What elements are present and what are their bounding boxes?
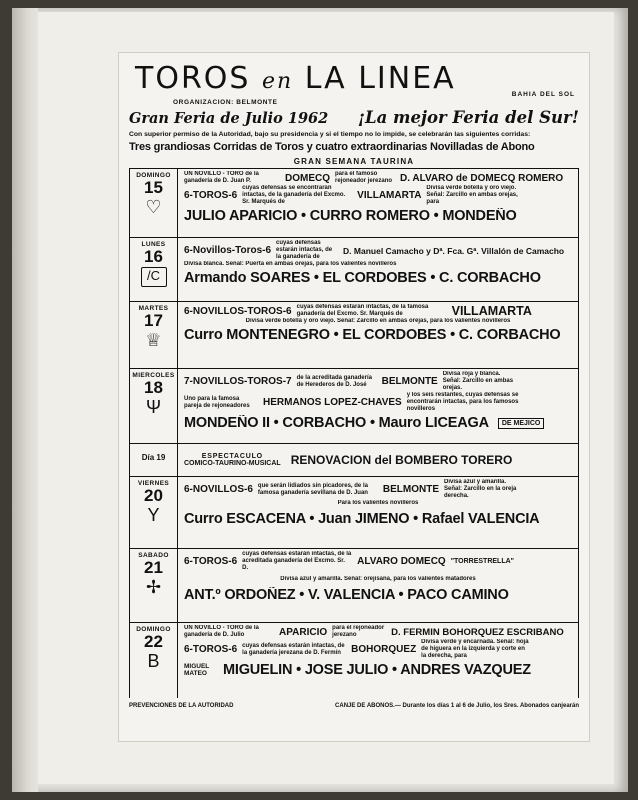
- event-body: 6-NOVILLOS-6 que serán lidiados sin picadores, de la famosa ganadería sevillana de D. Juan BELMONTE Divisa azul y amarilla. Señal: Zarcillo en la oreja derecha. Para los valientes novilleros Curro ESCACENA • Juan JIMENO • Rafael VALENCIA: [178, 477, 578, 548]
- organizacion: ORGANIZACION: BELMONTE: [173, 99, 278, 106]
- event-date: LUNES 16 /C: [130, 238, 178, 301]
- poster-header: [129, 59, 579, 99]
- event-body: UN NOVILLO - TORO de la ganadería de D. Juan P. DOMECQ para el famoso rejoneador jerezano D. ALVARO de DOMECQ ROMERO 6-TOROS-6 cuyas defensas se encontrarán intactas, de la ganadería del Excmo. Sr. Marqués de VILLAMARTA Divisa verde botella y oro viejo. Señal: Zarcillo en ambas orejas, para JULIO APARICIO • CURRO ROMERO • MONDEÑO: [178, 169, 578, 237]
- brand-mark-icon: Ψ: [145, 397, 162, 417]
- renovacion-title: RENOVACION del BOMBERO TORERO: [290, 453, 513, 467]
- event-date: MARTES 17 ♕: [130, 302, 178, 368]
- matadores-names: JULIO APARICIO • CURRO ROMERO • MONDEÑO: [184, 208, 517, 224]
- prevenciones-text: PREVENCIONES DE LA AUTORIDAD: [129, 703, 234, 709]
- matadores-names: Curro ESCACENA • Juan JIMENO • Rafael VALENCIA: [184, 511, 540, 527]
- event-row: [129, 622, 579, 698]
- event-row: [129, 168, 579, 237]
- mejor-feria-slogan: ¡La mejor Feria del Sur!: [357, 108, 579, 127]
- event-date: MIERCOLES 18 Ψ: [130, 369, 178, 443]
- tres-corridas-text: Tres grandiosas Corridas de Toros y cuatro extraordinarias Novilladas de Abono: [129, 141, 535, 153]
- matadores-names: Armando SOARES • EL CORDOBES • C. CORBACHO: [184, 270, 541, 286]
- poster-footer: [129, 703, 579, 709]
- feria-row: [129, 108, 579, 127]
- event-body: UN NOVILLO - TORO de la ganadería de D. Julio APARICIO para el rejoneador jerezano D. FERMIN BOHORQUEZ ESCRIBANO 6-TOROS-6 cuyas defensas estarán intactas, de la ganadería jerezana de D. Fermín BOHORQUEZ Divisa verde y encarnada. Señal: hoja de higuera en la izquierda y corte en la derecha, para MIGUEL MATEO MIGUELIN • JOSE JULIO • ANDRES VAZQUEZ: [184, 625, 564, 678]
- permiso-text: Con superior permiso de la Autoridad, bajo su presidencia y si el tiempo no lo impide, se celebrarán las siguientes corridas:: [129, 131, 531, 138]
- event-row: [129, 476, 579, 548]
- event-date: SABADO 21 ✢: [130, 549, 178, 622]
- event-row: [129, 443, 579, 476]
- brand-mark-icon: Y: [147, 505, 160, 525]
- brand-mark-icon: ♕: [145, 330, 162, 350]
- event-date: DOMINGO 15 ♡: [130, 169, 178, 237]
- event-row: [129, 548, 579, 622]
- event-body: 6-NOVILLOS-TOROS-6 cuyas defensas estarán intactas, de la famosa ganadería del Excmo. Sr. Marqués de VILLAMARTA Divisa verde botella y oro viejo. Señal: Zarcillo en ambas orejas, para los valientes novilleros Curro MONTENEGRO • EL CORDOBES • C. CORBACHO: [178, 302, 578, 368]
- event-row: [129, 368, 579, 443]
- de-mejico-badge: DE MEJICO: [498, 418, 545, 429]
- brand-mark-icon: B: [147, 651, 160, 671]
- matadores-names: Curro MONTENEGRO • EL CORDOBES • C. CORBACHO: [184, 327, 561, 343]
- event-body: 6-Novillos-Toros-6 cuyas defensas estarán intactas, de la ganadería de D. Manuel Camacho y Dª. Fca. Gª. Villalón de Camacho Divisa blanca. Señal: Puerta en ambas orejas, para los valientes novilleros Armando SOARES • EL CORDOBES • C. CORBACHO: [178, 238, 578, 301]
- canje-abonos-text: CANJE DE ABONOS.— Durante los días 1 al 6 de Julio, los Sres. Abonados canjearán: [335, 703, 579, 709]
- event-body: 6-TOROS-6 cuyas defensas estarán intactas, de la acreditada ganadería del Excmo. Sr. D. ALVARO DOMECQ "TORRESTRELLA" Divisa azul y amarilla. Señal: orejisana, para los valientes matadores ANT.º ORDOÑEZ • V. VALENCIA • PACO CAMINO: [178, 549, 578, 622]
- event-date: VIERNES 20 Y: [130, 477, 178, 548]
- event-body: 7-NOVILLOS-TOROS-7 de la acreditada ganadería de Herederos de D. José BELMONTE Divisa roja y blanca. Señal: Zarcillo en ambas orejas. Uno para la famosa pareja de rejoneadores HERMANOS LOPEZ-CHAVES y los seis restantes, cuyas defensas se encontrarán intactas, para los famosos novilleros MONDEÑO II • CORBACHO • Mauro LICEAGA DE MEJICO: [178, 369, 578, 443]
- brand-mark-icon: /C: [141, 267, 167, 287]
- matadores-names: MIGUELIN • JOSE JULIO • ANDRES VAZQUEZ: [223, 662, 531, 678]
- bahia-subtitle: BAHIA DEL SOL: [511, 91, 575, 98]
- event-row: [129, 301, 579, 368]
- event-row: [129, 237, 579, 301]
- matadores-names: ANT.º ORDOÑEZ • V. VALENCIA • PACO CAMINO: [184, 587, 509, 603]
- event-body: ESPECTACULO COMICO-TAURINO-MUSICAL RENOVACION del BOMBERO TORERO: [184, 453, 513, 467]
- semana-taurina: GRAN SEMANA TAURINA: [293, 157, 415, 166]
- book-binding: [12, 8, 38, 792]
- gran-feria-heading: Gran Feria de Julio 1962: [129, 110, 329, 127]
- event-date: DOMINGO 22 B: [130, 623, 178, 698]
- brand-mark-icon: ✢: [145, 577, 162, 597]
- matadores-names: MONDEÑO II • CORBACHO • Mauro LICEAGA: [184, 415, 489, 431]
- bullfight-poster: [118, 52, 590, 742]
- poster-title: TOROS en LA LINEA: [135, 61, 456, 96]
- event-date: Día 19: [130, 444, 178, 476]
- brand-mark-icon: ♡: [145, 197, 162, 217]
